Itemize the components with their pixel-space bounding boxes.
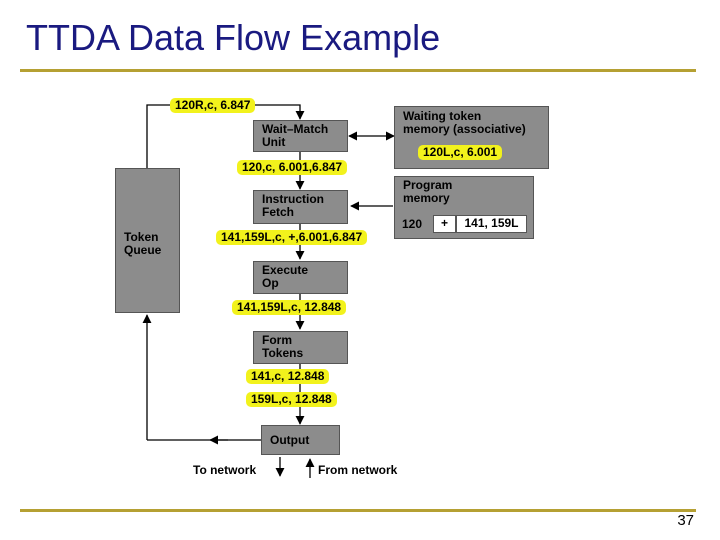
token-label-5: 141,c, 12.848 — [246, 369, 329, 384]
token-label-4: 141,159L,c, 12.848 — [232, 300, 346, 315]
program-destinations-cell: 141, 159L — [456, 215, 527, 233]
wait-match-box: Wait–Match Unit — [253, 120, 348, 152]
token-queue-box: Token Queue — [115, 168, 180, 313]
output-box: Output — [261, 425, 340, 455]
program-op-cell: + — [433, 215, 456, 233]
execute-op-box: Execute Op — [253, 261, 348, 294]
page-number: 37 — [677, 512, 694, 529]
slide-title: TTDA Data Flow Example — [26, 17, 441, 58]
token-label-2: 120,c, 6.001,6.847 — [237, 160, 347, 175]
token-label-6: 159L,c, 12.848 — [246, 392, 337, 407]
program-memory-box: Program memory — [394, 176, 534, 239]
token-label-3: 141,159L,c, +,6.001,6.847 — [216, 230, 367, 245]
to-network-label: To network — [193, 463, 257, 477]
program-address: 120 — [402, 217, 423, 231]
form-tokens-box: Form Tokens — [253, 331, 348, 364]
waiting-token-memory-box: Waiting token memory (associative) — [394, 106, 549, 169]
token-label-1: 120R,c, 6.847 — [170, 98, 255, 113]
footer-divider — [20, 509, 696, 512]
from-network-label: From network — [318, 463, 398, 477]
memory-token-label: 120L,c, 6.001 — [418, 145, 502, 160]
instruction-fetch-box: Instruction Fetch — [253, 190, 348, 224]
